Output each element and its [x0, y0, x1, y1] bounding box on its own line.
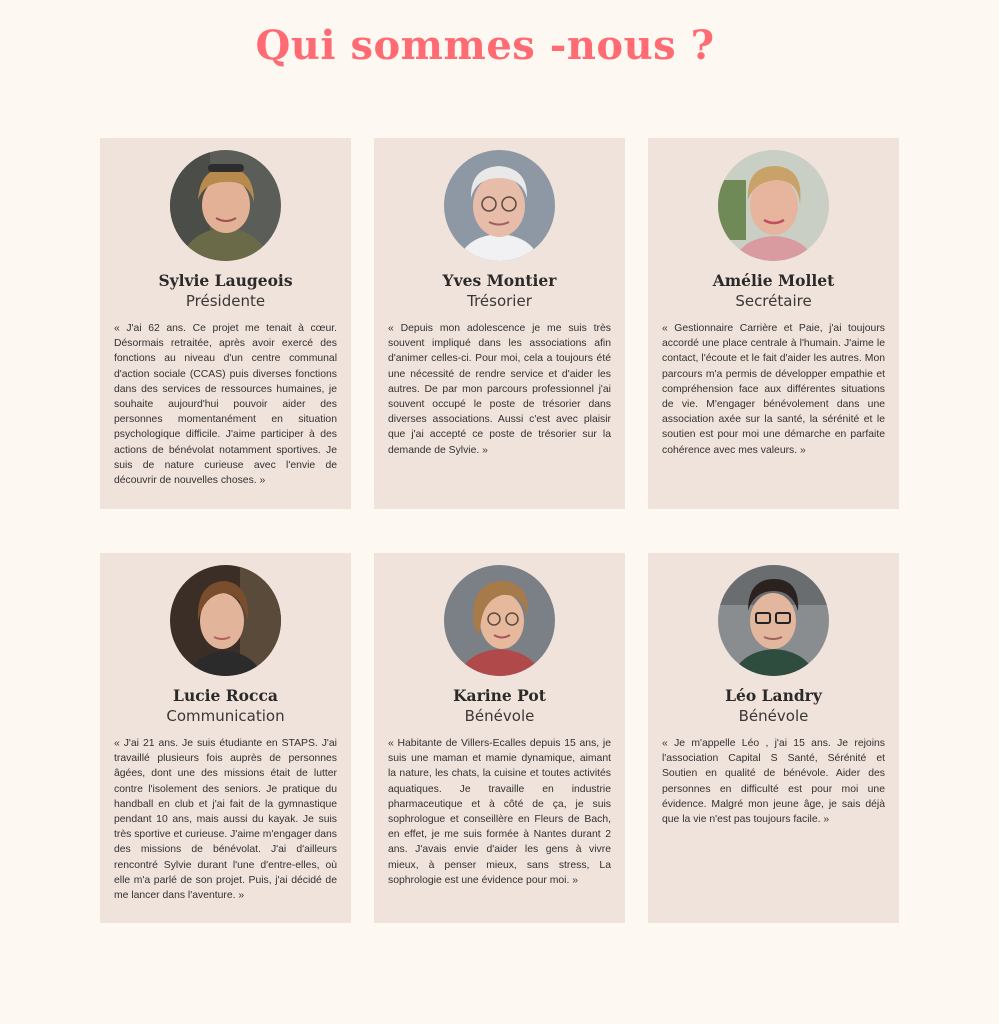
- avatar: [170, 150, 281, 261]
- member-card-sylvie: [100, 138, 351, 509]
- avatar: [170, 565, 281, 676]
- avatar: [444, 565, 555, 676]
- avatar: [718, 150, 829, 261]
- member-role: Bénévole: [738, 707, 809, 725]
- avatar: [718, 565, 829, 676]
- member-bio: « Gestionnaire Carrière et Paie, j'ai toujours accordé une place centrale à l'humain. J'aime le contact, l'écoute et le fait d'aider les autres. Mon parcours m'a permis de développer empathie et compréhension face aux différentes situations de vie. M'engager bénévolement dans une association axée sur la santé, la sérénité et le soutien est pour moi une démarche en parfaite cohérence avec mes valeurs. »: [662, 323, 885, 456]
- member-name: Yves Montier: [442, 271, 557, 290]
- member-name: Lucie Rocca: [173, 686, 278, 705]
- member-card-lucie: [100, 553, 351, 923]
- member-bio: « Depuis mon adolescence je me suis très souvent impliqué dans les associations afin d'animer celles-ci. Pour moi, cela a toujours été une nécessité de rendre service et d'aider les autres. De par mon parcours professionnel j'ai souvent occupé le poste de trésorier dans diverses associations. Aussi c'est avec plaisir que j'ai accepté ce poste de trésorier sur la demande de Sylvie. »: [388, 323, 611, 456]
- page-title: Qui sommes -nous ?: [255, 22, 715, 69]
- member-bio: « Je m'appelle Léo , j'ai 15 ans. Je rejoins l'association Capital S Santé, Sérénité et Soutien en qualité de bénévole. Aider des personnes en difficulté est pour moi une évidence. Malgré mon jeune âge, je sais déjà que la vie n'est pas toujours facile. »: [662, 738, 885, 826]
- member-role: Trésorier: [467, 292, 532, 310]
- member-name: Sylvie Laugeois: [158, 271, 293, 290]
- member-bio: « J'ai 21 ans. Je suis étudiante en STAPS. J'ai travaillé plusieurs fois auprès de personnes âgées, dont une des missions était de lutter contre l'isolement des seniors. Je pratique du handball en club et j'ai fait de la gymnastique pendant 10 ans, mais aussi du kayak. Je suis très sportive et curieuse. J'aime m'engager dans des missions de bénévolat. J'ai d'ailleurs rencontré Sylvie durant l'une d'entre-elles, où elle m'a parlé de son projet. Puis, j'ai décidé de me lancer dans l'aventure. »: [114, 738, 337, 902]
- member-role: Communication: [166, 707, 285, 725]
- member-card-yves: [374, 138, 625, 509]
- member-bio: « Habitante de Villers-Ecalles depuis 15 ans, je suis une maman et mamie dynamique, aimant la nature, les chats, la cuisine et toutes activités aquatiques. Je travaille en industrie pharmaceutique et à côté de ça, je suis sophrologue et conseillère en Fleurs de Bach, en effet, je me suis formée à Nantes durant 2 ans. J'avais envie d'aider les gens à vivre mieux, à penser mieux, sans stress, La sophrologie est une évidence pour moi. »: [388, 738, 611, 886]
- member-name: Amélie Mollet: [712, 271, 835, 290]
- avatar: [444, 150, 555, 261]
- member-name: Léo Landry: [725, 686, 822, 705]
- member-card-amelie: [648, 138, 899, 509]
- member-role: Secrétaire: [735, 292, 812, 310]
- member-name: Karine Pot: [453, 686, 546, 705]
- member-bio: « J'ai 62 ans. Ce projet me tenait à cœur. Désormais retraitée, après avoir exercé des fonctions au niveau d'un centre communal d'action sociale (CCAS) puis diverses fonctions dans des services de ressources humaines, je souhaite aujourd'hui pouvoir aider des personnes momentanément en situation psychologique difficile. J'aime participer à des actions de bénévolat notamment sportives. Je suis de nature curieuse avec l'envie de découvrir de nouvelles choses. »: [114, 323, 337, 487]
- member-role: Bénévole: [464, 707, 535, 725]
- member-card-karine: [374, 553, 625, 923]
- member-role: Présidente: [185, 292, 266, 310]
- member-card-leo: [648, 553, 899, 923]
